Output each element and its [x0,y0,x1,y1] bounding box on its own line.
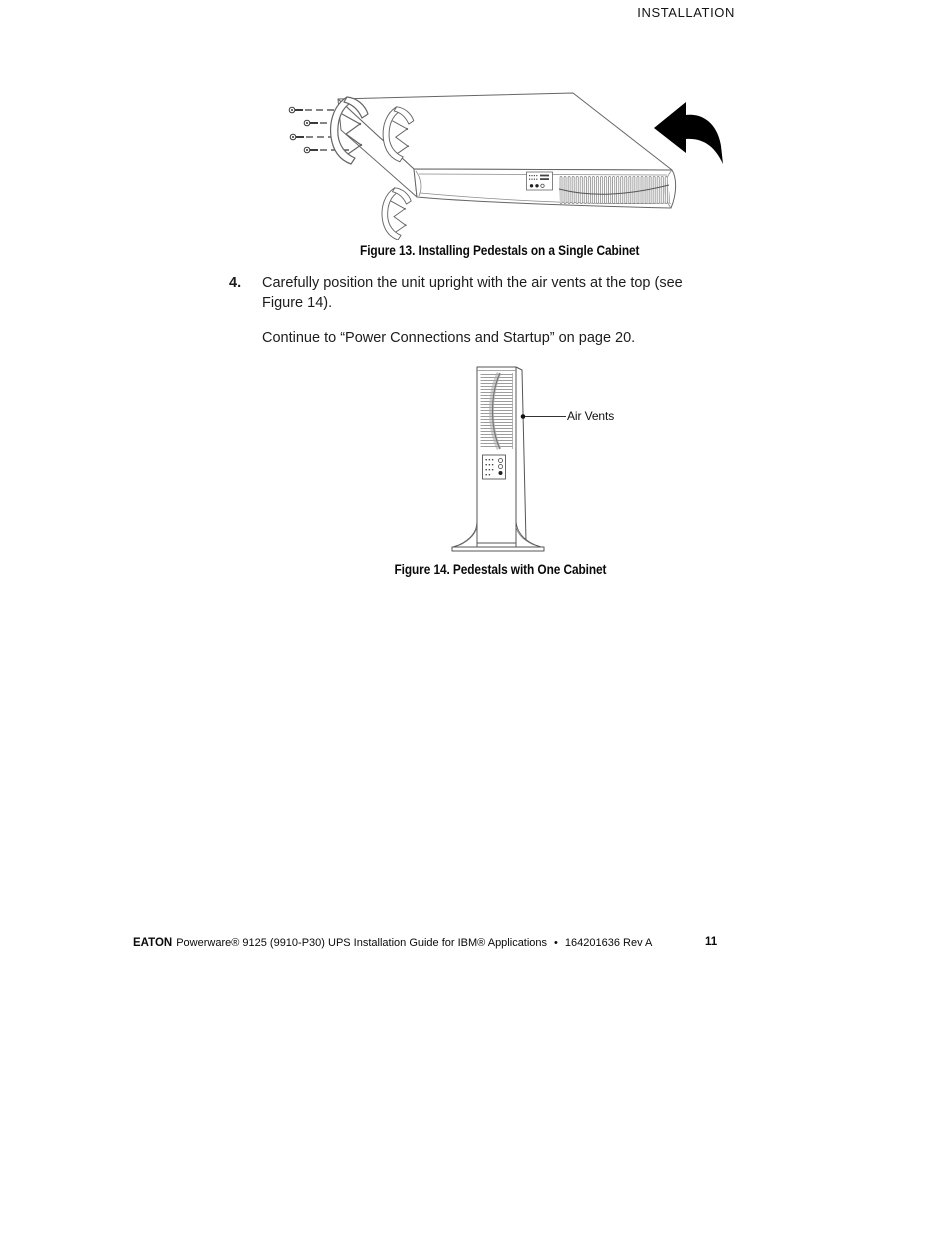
footer-brand: EATON [133,937,173,949]
footer-separator: • [554,937,558,949]
leader-line [521,414,566,419]
cabinet-vents [559,175,671,206]
figure-13-illustration [280,85,730,240]
footer [133,937,652,949]
step-text: Carefully position the unit upright with the air vents at the top (see Figure 14). [262,275,683,311]
footer-doc-ref: 164201636 Rev A [564,937,653,949]
figure-14-caption: Figure 14. Pedestals with One Cabinet [394,562,606,577]
footer-page-number: 11 [705,936,718,948]
figure-14-illustration [440,355,620,555]
air-vents [481,373,513,449]
figure-13-caption: Figure 13. Installing Pedestals on a Single Cabinet [360,243,640,258]
page-header: INSTALLATION [637,5,735,20]
air-vents-label: Air Vents [567,409,615,423]
footer-guide-text: Powerware® 9125 (9910-P30) UPS Installation Guide for IBM® Applications [176,937,548,949]
continue-text: Continue to “Power Connections and Startup” on page 20. [262,330,636,346]
step-number: 4. [229,275,242,291]
tower-control-panel [483,455,506,479]
cabinet-control-panel [527,172,553,190]
rotate-arrow-icon [654,102,723,164]
